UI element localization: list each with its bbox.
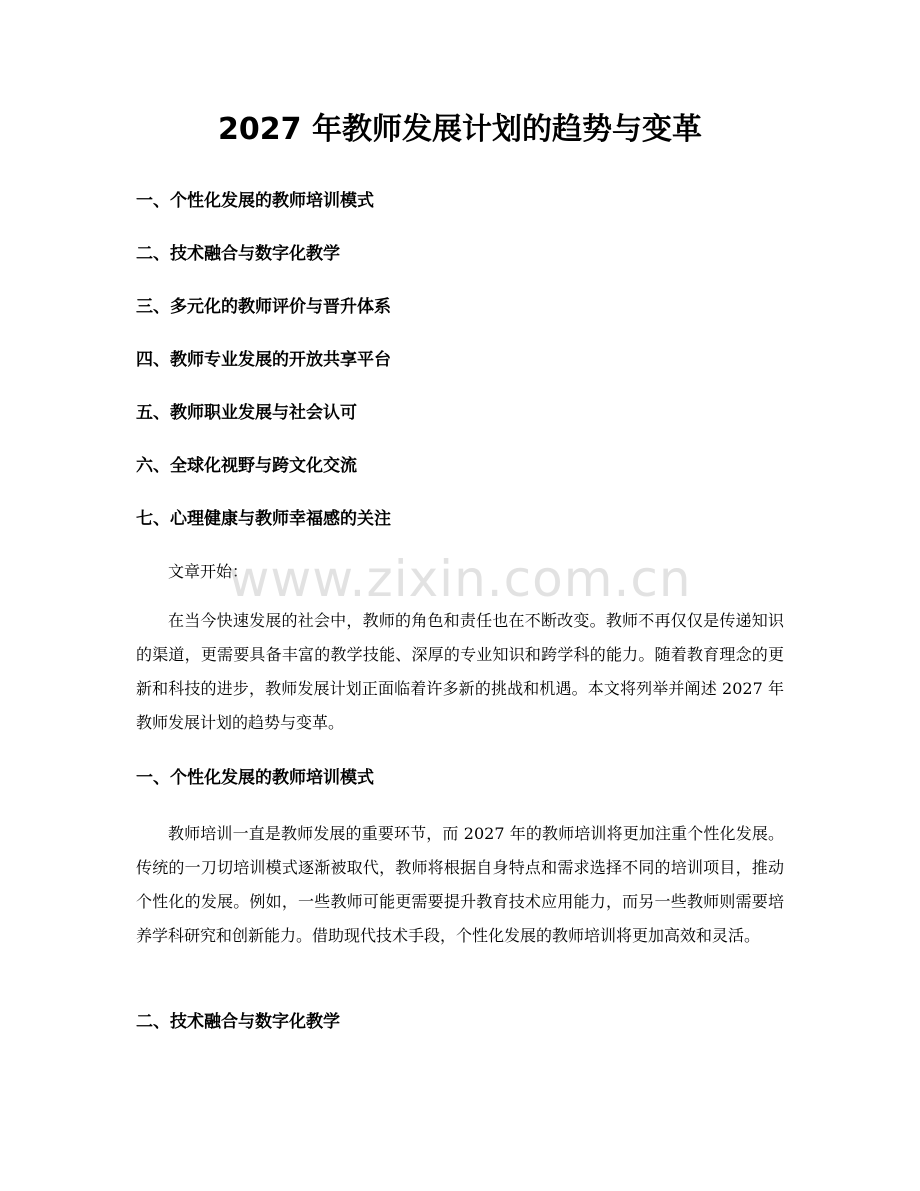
- toc-item-1: 一、个性化发展的教师培训模式: [136, 191, 374, 211]
- intro-label: 文章开始：: [168, 562, 249, 581]
- toc-item-6: 六、全球化视野与跨文化交流: [136, 456, 357, 476]
- toc-item-2: 二、技术融合与数字化教学: [136, 244, 340, 264]
- section-heading-1: 一、个性化发展的教师培训模式: [136, 768, 374, 788]
- toc-item-7: 七、心理健康与教师幸福感的关注: [136, 509, 391, 529]
- intro-paragraph: 在当今快速发展的社会中，教师的角色和责任也在不断改变。教师不再仅仅是传递知识的渠道，更需要具备丰富的教学技能、深厚的专业知识和跨学科的能力。随着教育理念的更新和科技的进步，教师发展计划正面临着许多新的挑战和机遇。本文将列举并阐述 2027 年教师发展计划的趋势与变革。: [136, 611, 784, 732]
- table-of-contents: [136, 186, 796, 557]
- watermark: www.zixin.com.cn: [228, 550, 692, 608]
- toc-item-4: 四、教师专业发展的开放共享平台: [136, 350, 391, 370]
- document-title: 2027 年教师发展计划的趋势与变革: [218, 112, 702, 147]
- section-paragraph-1: 教师培训一直是教师发展的重要环节，而 2027 年的教师培训将更加注重个性化发展。传统的一刀切培训模式逐渐被取代，教师将根据自身特点和需求选择不同的培训项目，推动个性化的发展。例如，一些教师可能更需要提升教育技术应用能力，而另一些教师则需要培养学科研究和创新能力。借助现代技术手段，个性化发展的教师培训将更加高效和灵活。: [136, 824, 784, 945]
- toc-item-3: 三、多元化的教师评价与晋升体系: [136, 297, 391, 317]
- toc-item-5: 五、教师职业发展与社会认可: [136, 403, 357, 423]
- section-heading-2: 二、技术融合与数字化教学: [136, 1012, 340, 1032]
